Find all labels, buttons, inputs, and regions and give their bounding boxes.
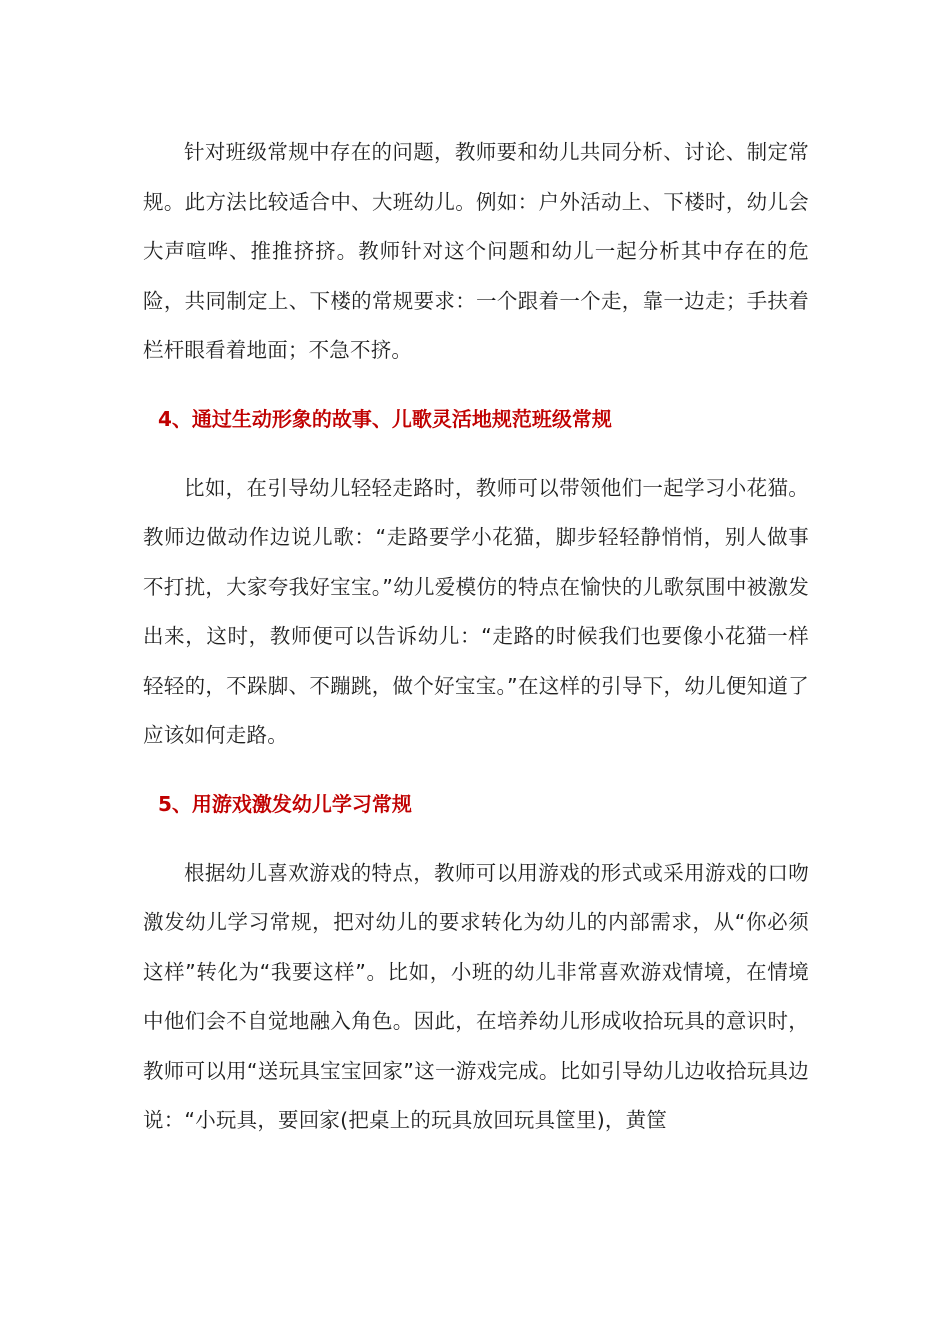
paragraph-group-discussion: 针对班级常规中存在的问题，教师要和幼儿共同分析、讨论、制定常规。此方法比较适合中、大班幼儿。例如：户外活动上、下楼时，幼儿会大声喧哗、推推挤挤。教师针对这个问题和幼儿一起分析其中存在的危险，共同制定上、下楼的常规要求：一个跟着一个走，靠一边走；手扶着栏杆眼看着地面；不急不挤。 (143, 140, 809, 362)
section-heading-4: 4、通过生动形象的故事、儿歌灵活地规范班级常规 (158, 406, 612, 431)
paragraph-games: 根据幼儿喜欢游戏的特点，教师可以用游戏的形式或采用游戏的口吻激发幼儿学习常规，把对幼儿的要求转化为幼儿的内部需求，从“你必须这样”转化为“我要这样”。比如，小班的幼儿非常喜欢游戏情境，在情境中他们会不自觉地融入角色。因此，在培养幼儿形成收拾玩具的意识时，教师可以用“送玩具宝宝回家”这一游戏完成。比如引导幼儿边收拾玩具边说：“小玩具，要回家(把桌上的玩具放回玩具筐里)，黄筐 (143, 860, 809, 1132)
section-heading-5: 5、用游戏激发幼儿学习常规 (158, 791, 412, 816)
paragraph-stories-rhymes: 比如，在引导幼儿轻轻走路时，教师可以带领他们一起学习小花猫。教师边做动作边说儿歌：“走路要学小花猫，脚步轻轻静悄悄，别人做事不打扰，大家夸我好宝宝。”幼儿爱模仿的特点在愉快的儿歌氛围中被激发出来，这时，教师便可以告诉幼儿：“走路的时候我们也要像小花猫一样轻轻的，不跺脚、不蹦跳，做个好宝宝。”在这样的引导下，幼儿便知道了应该如何走路。 (143, 475, 809, 747)
document-body (143, 128, 809, 1146)
